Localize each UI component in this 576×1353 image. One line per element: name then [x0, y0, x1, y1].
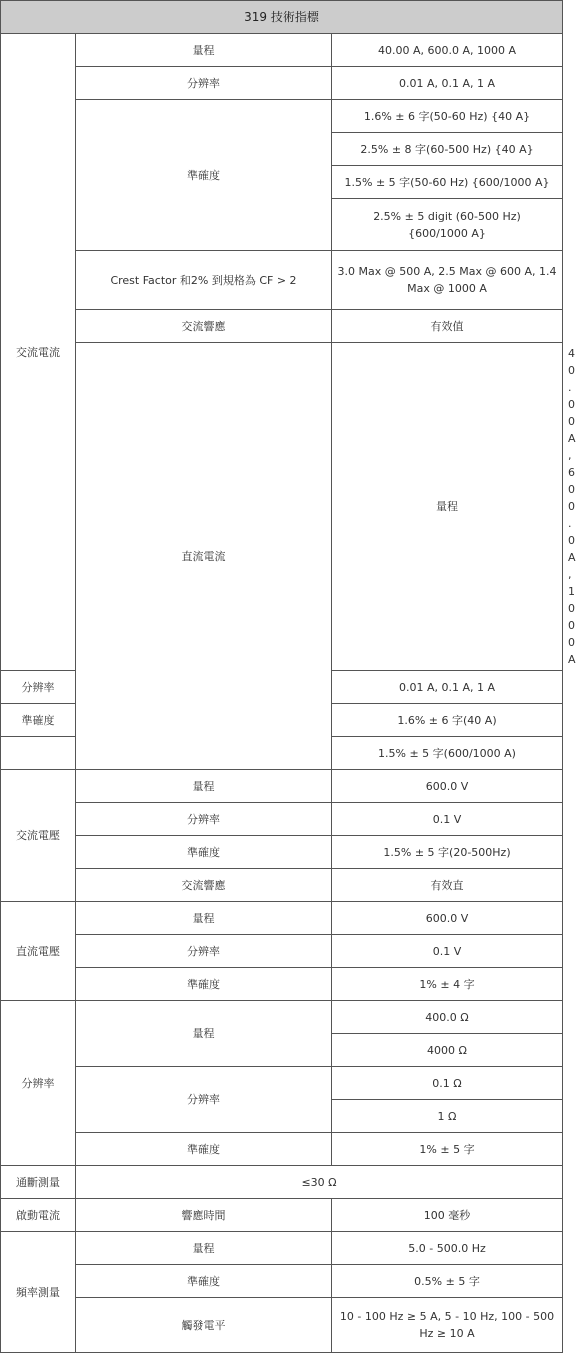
param-value: 10 - 100 Hz ≥ 5 A, 5 - 10 Hz, 100 - 500 Hz ≥ 10 A — [332, 1298, 563, 1353]
table-row — [1, 935, 563, 968]
category-dc-voltage: 直流電壓 — [1, 902, 76, 1001]
param-value: ≤30 Ω — [76, 1166, 563, 1199]
category-ac-voltage: 交流電壓 — [1, 770, 76, 902]
param-label: 量程 — [332, 343, 563, 671]
param-label: 準確度 — [76, 1133, 332, 1166]
param-label: 準確度 — [76, 968, 332, 1001]
param-value: 1% ± 5 字 — [332, 1133, 563, 1166]
table-row — [1, 770, 563, 803]
param-value: 100 毫秒 — [332, 1199, 563, 1232]
param-label: 準確度 — [1, 704, 76, 737]
param-label: 準確度 — [76, 1265, 332, 1298]
title-row — [1, 1, 563, 34]
param-value: 600.0 V — [332, 770, 563, 803]
table-row — [1, 251, 563, 310]
param-value: 1.6% ± 6 字(40 A) — [332, 704, 563, 737]
param-value: 1 Ω — [332, 1100, 563, 1133]
table-row — [1, 310, 563, 343]
table-row — [1, 1298, 563, 1353]
param-label: 觸發電平 — [76, 1298, 332, 1353]
param-value: 4000 Ω — [332, 1034, 563, 1067]
table-row — [1, 100, 563, 133]
param-value: 600.0 V — [332, 902, 563, 935]
param-value: 1.6% ± 6 字(50-60 Hz) {40 A} — [332, 100, 563, 133]
param-value: 0.1 Ω — [332, 1067, 563, 1100]
param-label: 響應時間 — [76, 1199, 332, 1232]
param-value: 40.00 A, 600.0 A, 1000 A — [332, 34, 563, 67]
table-row — [1, 34, 563, 67]
param-label: 準確度 — [76, 836, 332, 869]
table-row — [1, 836, 563, 869]
category-dc-current: 直流電流 — [76, 343, 332, 770]
param-label: 分辨率 — [76, 935, 332, 968]
param-value: 0.1 V — [332, 935, 563, 968]
param-label: 交流響應 — [76, 869, 332, 902]
param-value: 400.0 Ω — [332, 1001, 563, 1034]
table-row — [1, 869, 563, 902]
table-row — [1, 1067, 563, 1100]
category-frequency: 頻率測量 — [1, 1232, 76, 1353]
param-label: Crest Factor 和2% 到規格為 CF > 2 — [76, 251, 332, 310]
param-label: 分辨率 — [76, 803, 332, 836]
param-value: 1.5% ± 5 字(600/1000 A) — [332, 737, 563, 770]
param-label: 量程 — [76, 902, 332, 935]
param-value: 有效直 — [332, 869, 563, 902]
table-row — [1, 1166, 563, 1199]
param-value: 0.5% ± 5 字 — [332, 1265, 563, 1298]
category-inrush: 啟動電流 — [1, 1199, 76, 1232]
table-row — [1, 1133, 563, 1166]
table-row — [1, 902, 563, 935]
param-value: 2.5% ± 5 digit (60-500 Hz) {600/1000 A} — [332, 199, 563, 251]
param-label: 分辨率 — [76, 67, 332, 100]
param-value: 3.0 Max @ 500 A, 2.5 Max @ 600 A, 1.4 Max @ 1000 A — [332, 251, 563, 310]
param-label: 分辨率 — [1, 671, 76, 704]
param-label: 量程 — [76, 1001, 332, 1067]
param-label: 量程 — [76, 34, 332, 67]
param-value: 0.01 A, 0.1 A, 1 A — [332, 671, 563, 704]
table-row — [1, 1199, 563, 1232]
param-value: 1.5% ± 5 字(20-500Hz) — [332, 836, 563, 869]
param-value: 5.0 - 500.0 Hz — [332, 1232, 563, 1265]
param-value: 1% ± 4 字 — [332, 968, 563, 1001]
param-label: 分辨率 — [76, 1067, 332, 1133]
empty-cell — [1, 737, 76, 770]
param-label: 準確度 — [76, 100, 332, 251]
table-row — [1, 67, 563, 100]
param-value: 0.1 V — [332, 803, 563, 836]
param-value: 0.01 A, 0.1 A, 1 A — [332, 67, 563, 100]
param-value: 2.5% ± 8 字(60-500 Hz) {40 A} — [332, 133, 563, 166]
param-value: 有效值 — [332, 310, 563, 343]
table-row — [1, 1232, 563, 1265]
table-row — [1, 803, 563, 836]
table-row — [1, 1001, 563, 1034]
category-ac-current: 交流電流 — [1, 34, 76, 671]
param-label: 交流響應 — [76, 310, 332, 343]
table-row — [1, 968, 563, 1001]
category-continuity: 通斷測量 — [1, 1166, 76, 1199]
category-resistance: 分辨率 — [1, 1001, 76, 1166]
param-value: 1.5% ± 5 字(50-60 Hz) {600/1000 A} — [332, 166, 563, 199]
table-title: 319 技術指標 — [1, 1, 563, 34]
param-label: 量程 — [76, 770, 332, 803]
table-row — [1, 1265, 563, 1298]
param-label: 量程 — [76, 1232, 332, 1265]
table-row: 直流電流 量程 40.00 A, 600.0 A, 1000 A — [1, 343, 563, 671]
